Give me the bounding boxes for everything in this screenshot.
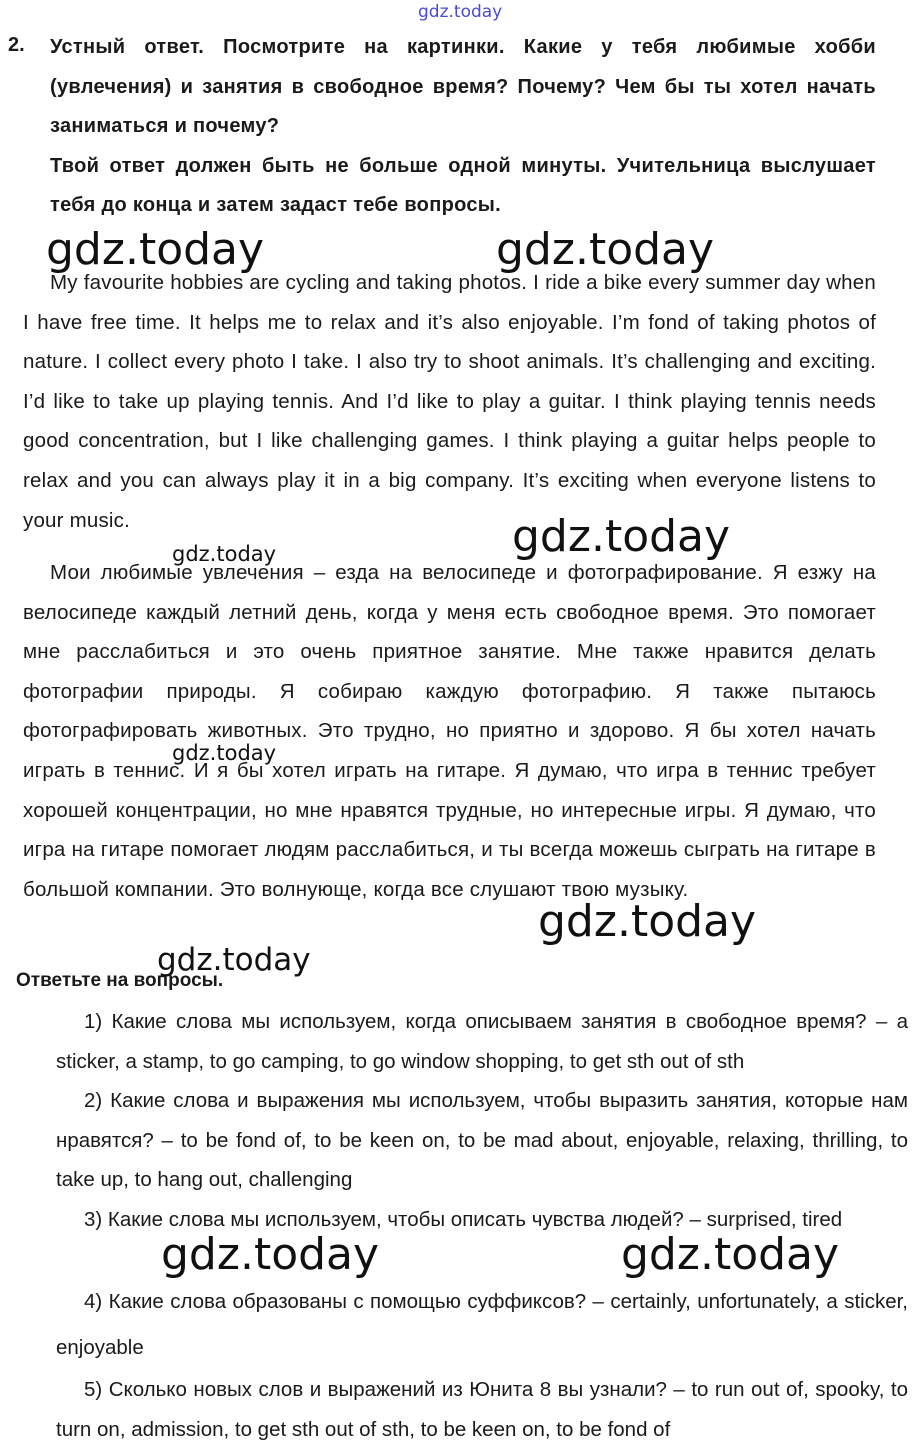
watermark: gdz.today	[157, 942, 311, 978]
watermark: gdz.today	[621, 1229, 840, 1280]
qa-item-3: 3) Какие слова мы используем, чтобы описать чувства людей? – surprised, tired	[84, 1208, 843, 1231]
questions-title: Ответьте на вопросы.	[16, 970, 224, 991]
qa-item-2: 2) Какие слова и выражения мы используем, чтобы выразить занятия, которые нам нравятся? – to be fond of, to be keen on, to be mad about, enjoyable, relaxing, thrilling, to take up, to hang out, challenging	[56, 1089, 908, 1192]
task-question	[50, 28, 876, 226]
watermark: gdz.today	[172, 542, 277, 566]
header-watermark: gdz.today	[418, 2, 503, 22]
watermark: gdz.today	[512, 511, 731, 562]
watermark: gdz.today	[46, 224, 265, 275]
answer-russian: Мои любимые увлечения – езда на велосипеде и фотографирование. Я езжу на велосипеде каждый летний день, когда у меня есть свободное время. Это помогает мне расслабиться и это очень приятное занятие. Мне также нравится делать фотографии природы. Я собираю каждую фотографию. Я также пытаюсь фотографировать животных. Это трудно, но приятно и здорово. Я бы хотел начать играть в теннис. И я бы хотел играть на гитаре. Я думаю, что игра в теннис требует хорошей концентрации, но мне нравятся трудные, но интересные игры. Я думаю, что игра на гитаре помогает людям расслабиться, и ты всегда можешь сыграть на гитаре в большой компании. Это волнующе, когда все слушают твою музыку.	[23, 561, 876, 901]
task-number: 2.	[8, 34, 25, 56]
qa-item-4: 4) Какие слова образованы с помощью суффиксов? – certainly, unfortunately, a sticker, enjoyable	[56, 1290, 908, 1359]
watermark: gdz.today	[496, 224, 715, 275]
qa-item-5: 5) Сколько новых слов и выражений из Юнита 8 вы узнали? – to run out of, spooky, to turn on, admission, to get sth out of sth, to be keen on, to be fond of	[56, 1378, 908, 1441]
qa-item-1: 1) Какие слова мы используем, когда описываем занятия в свободное время? – a sticker, a stamp, to go camping, to go window shopping, to get sth out of sth	[56, 1010, 908, 1073]
answer-english: My favourite hobbies are cycling and taking photos. I ride a bike every summer day when I have free time. It helps me to relax and it’s also enjoyable. I’m fond of taking photos of nature. I collect every photo I take. I also try to shoot animals. It’s challenging and exciting. I’d like to take up playing tennis. And I’d like to play a guitar. I think playing tennis needs good concentration, but I like challenging games. I think playing a guitar helps people to relax and you can always play it in a big company. It’s exciting when everyone listens to your music.	[23, 271, 876, 532]
watermark: gdz.today	[538, 896, 757, 947]
watermark: gdz.today	[172, 741, 277, 765]
task-question-text: Устный ответ. Посмотрите на картинки. Какие у тебя любимые хобби (увлечения) и занятия в свободное время? Почему? Чем бы ты хотел начать заниматься и почему?	[50, 36, 876, 138]
watermark: gdz.today	[161, 1229, 380, 1280]
task-instruction: Твой ответ должен быть не больше одной минуты. Учительница выслушает тебя до конца и затем задаст тебе вопросы.	[50, 154, 876, 217]
